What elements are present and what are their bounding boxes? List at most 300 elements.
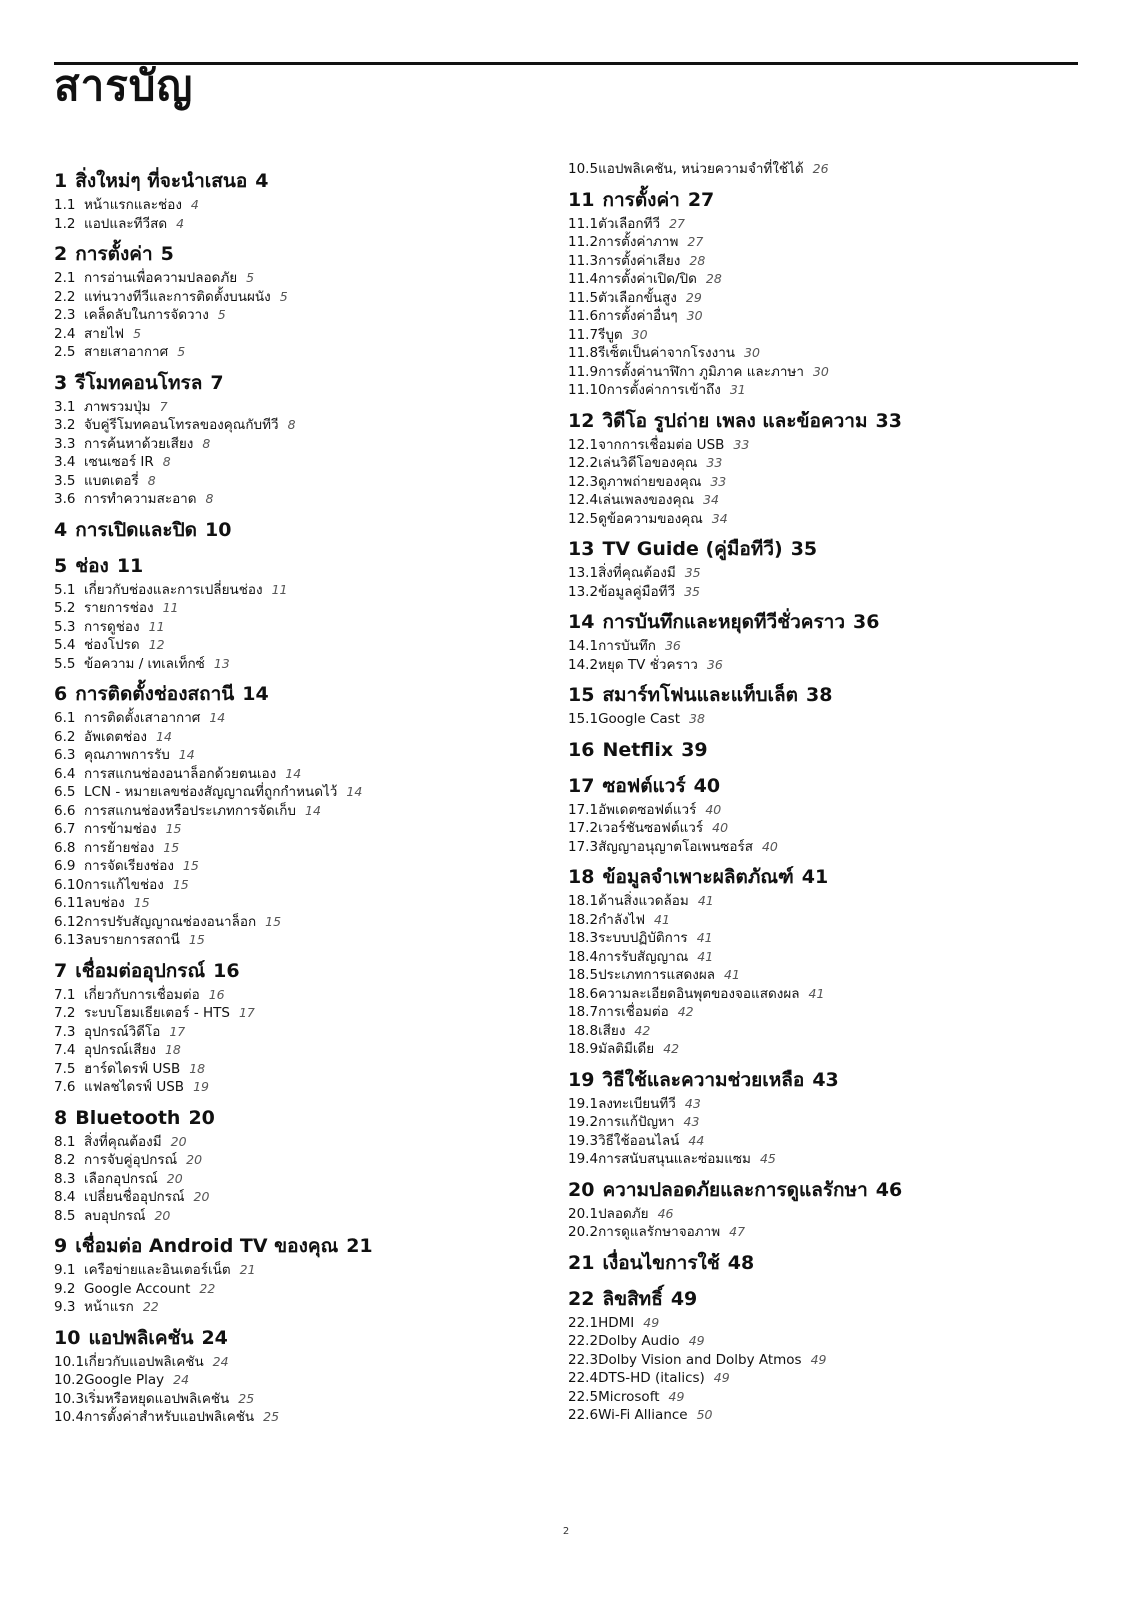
entry-title: ดูข้อความของคุณ — [598, 510, 703, 527]
entry-number: 22.6 — [568, 1407, 599, 1423]
toc-entry[interactable] — [568, 363, 1068, 382]
entry-number: 18.4 — [568, 948, 599, 965]
entry-page: 20 — [193, 1189, 210, 1204]
entry-title: เซนเซอร์ IR — [84, 454, 154, 470]
toc-entry[interactable] — [568, 160, 1068, 179]
entry-title: ฮาร์ดไดรฟ์ USB — [84, 1060, 181, 1077]
toc-entry[interactable] — [568, 838, 1068, 857]
toc-entry[interactable] — [568, 1388, 1068, 1407]
chapter-page: 4 — [255, 170, 269, 192]
entry-title: Google Play — [84, 1372, 165, 1388]
entry-page: 15 — [188, 932, 205, 947]
toc-entry[interactable] — [568, 911, 1068, 930]
entry-page: 30 — [631, 326, 648, 342]
toc-entry[interactable] — [54, 857, 554, 876]
toc-entry[interactable] — [54, 306, 554, 325]
entry-number: 11.1 — [568, 215, 599, 232]
toc-entry[interactable] — [568, 801, 1068, 820]
toc-entry[interactable] — [568, 1150, 1068, 1169]
entry-title: เสียง — [598, 1022, 626, 1039]
chapter-number: 6 — [54, 683, 68, 705]
toc-entry[interactable] — [54, 1023, 554, 1042]
toc-entry[interactable] — [54, 1170, 554, 1189]
entry-title: ประเภทการแสดงผล — [598, 967, 716, 983]
toc-entry[interactable] — [54, 1298, 554, 1317]
chapter-heading[interactable] — [568, 729, 1068, 765]
toc-entry[interactable] — [568, 270, 1068, 289]
toc-entry[interactable] — [54, 269, 554, 288]
toc-entry[interactable] — [54, 416, 554, 435]
toc-entry[interactable] — [54, 913, 554, 932]
toc-entry[interactable] — [54, 288, 554, 307]
entry-number: 12.1 — [568, 436, 599, 453]
toc-entry[interactable] — [568, 1223, 1068, 1242]
toc-entry[interactable] — [568, 710, 1068, 729]
toc-entry[interactable] — [54, 709, 554, 728]
entry-number: 14.2 — [568, 656, 599, 673]
entry-number: 1.2 — [54, 215, 76, 232]
toc-chapter — [568, 528, 1068, 601]
toc-entry[interactable] — [568, 1406, 1068, 1425]
toc-entry[interactable] — [54, 490, 554, 509]
entry-number: 6.2 — [54, 728, 76, 745]
entry-number: 20.2 — [568, 1224, 599, 1240]
toc-entry[interactable] — [54, 1151, 554, 1170]
entry-page: 30 — [686, 308, 703, 323]
chapter-heading[interactable] — [568, 674, 1068, 710]
toc-entry[interactable] — [54, 655, 554, 674]
toc-entry[interactable] — [568, 491, 1068, 510]
entry-page: 7 — [159, 398, 168, 414]
entry-number: 15.1 — [568, 711, 599, 727]
entry-title: การตั้งค่านาฬิกา ภูมิภาค และภาษา — [598, 363, 804, 380]
toc-entry[interactable] — [54, 986, 554, 1005]
chapter-heading[interactable] — [568, 179, 1068, 215]
toc-entry[interactable] — [568, 1003, 1068, 1022]
toc-entry[interactable] — [54, 1261, 554, 1280]
toc-entry[interactable] — [568, 1205, 1068, 1224]
entry-number: 5.4 — [54, 637, 76, 653]
toc-entry[interactable] — [568, 966, 1068, 985]
toc-entry[interactable] — [568, 1369, 1068, 1388]
toc-entry[interactable] — [54, 599, 554, 618]
chapter-heading[interactable] — [568, 601, 1068, 637]
toc-entry[interactable] — [568, 564, 1068, 583]
entry-number: 8.1 — [54, 1133, 76, 1150]
toc-entry[interactable] — [54, 343, 554, 362]
chapter-number: 14 — [568, 611, 595, 633]
chapter-number: 3 — [54, 371, 68, 394]
toc-entry[interactable] — [568, 473, 1068, 492]
entry-page: 35 — [684, 565, 701, 580]
chapter-number: 7 — [54, 959, 68, 982]
entry-number: 12.3 — [568, 473, 599, 490]
entry-title: การดูช่อง — [84, 618, 140, 635]
toc-entry[interactable] — [54, 783, 554, 802]
entry-number: 7.4 — [54, 1042, 76, 1058]
chapter-heading[interactable] — [54, 1097, 554, 1133]
toc-entry[interactable] — [54, 1078, 554, 1097]
entry-title: เล่นเพลงของคุณ — [598, 492, 695, 508]
entry-page: 28 — [689, 252, 706, 268]
toc-entry[interactable] — [54, 636, 554, 655]
entry-number: 3.3 — [54, 435, 76, 452]
toc-entry[interactable] — [568, 326, 1068, 345]
entry-number: 7.5 — [54, 1060, 76, 1077]
entry-page: 14 — [178, 747, 195, 762]
toc-entry[interactable] — [54, 581, 554, 600]
entry-page: 12 — [148, 637, 165, 652]
entry-title: รีบูต — [598, 326, 623, 343]
entry-title: เกี่ยวกับแอปพลิเคชัน — [84, 1353, 204, 1370]
toc-entry[interactable] — [54, 398, 554, 417]
toc-entry[interactable] — [568, 344, 1068, 363]
toc-chapter — [54, 160, 554, 233]
toc-entry[interactable] — [54, 931, 554, 950]
entry-page: 15 — [133, 895, 150, 910]
chapter-heading[interactable] — [54, 950, 554, 986]
entry-page: 49 — [810, 1351, 827, 1367]
toc-entry[interactable] — [568, 1132, 1068, 1151]
entry-title: ลบช่อง — [84, 895, 125, 911]
entry-page: 38 — [689, 711, 705, 726]
toc-entry[interactable] — [54, 1060, 554, 1079]
entry-page: 20 — [154, 1207, 171, 1223]
entry-number: 2.4 — [54, 325, 76, 342]
entry-page: 47 — [729, 1224, 746, 1239]
entry-page: 36 — [664, 638, 681, 653]
entry-title: ระบบปฏิบัติการ — [598, 930, 688, 946]
entry-title: Google Account — [84, 1280, 191, 1297]
chapter-title: การตั้งค่า — [75, 243, 153, 265]
entry-title: ด้านสิ่งแวดล้อม — [598, 893, 689, 909]
toc-entry[interactable] — [568, 1314, 1068, 1333]
toc-entry[interactable] — [54, 1041, 554, 1060]
entry-number: 5.1 — [54, 581, 76, 598]
toc-chapter — [54, 1317, 554, 1427]
toc-entry[interactable] — [54, 839, 554, 858]
chapter-heading[interactable] — [568, 1169, 1068, 1205]
entry-page: 49 — [713, 1370, 730, 1385]
chapter-heading[interactable] — [54, 509, 554, 545]
chapter-heading[interactable] — [54, 1225, 554, 1261]
toc-chapter — [568, 1059, 1068, 1169]
toc-entry[interactable] — [568, 985, 1068, 1004]
entry-number: 8.3 — [54, 1170, 76, 1187]
toc-chapter — [54, 673, 554, 950]
entry-title: ระบบโฮมเธียเตอร์ - HTS — [84, 1005, 230, 1021]
entry-title: การทำความสะอาด — [84, 491, 197, 507]
toc-entry[interactable] — [568, 583, 1068, 602]
toc-entry[interactable] — [568, 289, 1068, 308]
entry-title: DTS-HD (italics) — [598, 1370, 705, 1386]
toc-entry[interactable] — [54, 1207, 554, 1226]
entry-title: อัพเดตซอฟต์แวร์ — [598, 801, 697, 818]
chapter-heading[interactable] — [568, 856, 1068, 892]
entry-title: การบันทึก — [598, 638, 656, 654]
toc-entry[interactable] — [568, 436, 1068, 455]
chapter-number: 20 — [568, 1178, 595, 1201]
entry-number: 9.3 — [54, 1299, 76, 1315]
entry-page: 15 — [182, 858, 199, 873]
entry-title: แฟลชไดรฟ์ USB — [84, 1079, 185, 1095]
chapter-heading[interactable] — [54, 362, 554, 398]
toc-entry[interactable] — [568, 307, 1068, 326]
toc-entry[interactable] — [568, 252, 1068, 271]
chapter-number: 15 — [568, 684, 595, 706]
entry-number: 19.4 — [568, 1151, 599, 1167]
chapter-heading[interactable] — [568, 765, 1068, 801]
entry-number: 11.9 — [568, 363, 599, 380]
toc-entry[interactable] — [54, 1390, 554, 1409]
entry-number: 7.6 — [54, 1079, 76, 1095]
toc-chapter — [568, 674, 1068, 729]
chapter-number: 2 — [54, 243, 68, 265]
entry-title: เล่นวิดีโอของคุณ — [598, 455, 698, 471]
entry-number: 6.4 — [54, 765, 76, 782]
toc-entry[interactable] — [568, 1040, 1068, 1059]
toc-entry[interactable] — [568, 1095, 1068, 1114]
chapter-title: เชื่อมต่อ Android TV ของคุณ — [75, 1235, 339, 1257]
toc-entry[interactable] — [568, 892, 1068, 911]
entry-page: 16 — [208, 986, 225, 1002]
entry-title: มัลติมีเดีย — [598, 1041, 655, 1057]
entry-title: ภาพรวมปุ่ม — [84, 398, 151, 415]
entry-page: 34 — [711, 510, 728, 526]
entry-number: 14.1 — [568, 638, 599, 654]
toc-entry[interactable] — [568, 233, 1068, 252]
chapter-page: 11 — [116, 554, 144, 577]
toc-entry[interactable] — [54, 1280, 554, 1299]
entry-page: 15 — [172, 876, 189, 892]
entry-title: ข้อความ / เทเลเท็กซ์ — [84, 655, 205, 672]
chapter-heading[interactable] — [568, 1242, 1068, 1278]
entry-number: 11.6 — [568, 308, 599, 324]
entry-page: 49 — [688, 1333, 705, 1348]
entry-number: 6.3 — [54, 747, 76, 763]
chapter-heading[interactable] — [568, 1278, 1068, 1314]
entry-title: กำลังไฟ — [598, 911, 646, 928]
entry-page: 33 — [733, 436, 750, 452]
entry-page: 5 — [279, 288, 288, 304]
entry-title: เวอร์ชันซอฟต์แวร์ — [598, 820, 704, 836]
entry-title: การตั้งค่าการเข้าถึง — [606, 382, 721, 398]
chapter-heading[interactable] — [54, 673, 554, 709]
chapter-number: 19 — [568, 1068, 595, 1091]
entry-page: 25 — [238, 1390, 255, 1406]
toc-entry[interactable] — [568, 510, 1068, 529]
entry-page: 46 — [657, 1205, 674, 1221]
entry-page: 49 — [668, 1388, 685, 1404]
chapter-heading[interactable] — [568, 400, 1068, 436]
entry-number: 6.10 — [54, 876, 85, 893]
chapter-heading[interactable] — [54, 545, 554, 581]
chapter-title: ช่อง — [75, 554, 109, 577]
toc-entry[interactable] — [54, 1188, 554, 1207]
toc-entry[interactable] — [568, 1332, 1068, 1351]
entry-title: ตัวเลือกทีวี — [598, 215, 661, 232]
entry-number: 5.3 — [54, 618, 76, 635]
entry-page: 41 — [697, 948, 714, 964]
entry-page: 13 — [213, 655, 230, 671]
toc-entry[interactable] — [54, 876, 554, 895]
chapter-number: 16 — [568, 738, 595, 761]
entry-page: 17 — [169, 1023, 186, 1039]
entry-number: 18.7 — [568, 1004, 599, 1020]
toc-entry[interactable] — [54, 1004, 554, 1023]
toc-entry[interactable] — [54, 472, 554, 491]
toc-entry[interactable] — [54, 820, 554, 839]
entry-title: การตั้งค่าเสียง — [598, 252, 681, 269]
entry-title: แอปพลิเคชัน, หน่วยความจำที่ใช้ได้ — [598, 161, 804, 177]
toc-entry[interactable] — [568, 1022, 1068, 1041]
toc-chapter — [568, 729, 1068, 765]
toc-entry[interactable] — [54, 728, 554, 747]
toc-chapter — [54, 950, 554, 1097]
entry-page: 5 — [217, 307, 226, 322]
entry-title: จากการเชื่อมต่อ USB — [598, 436, 725, 453]
chapter-page: 41 — [801, 866, 829, 888]
entry-number: 2.5 — [54, 344, 76, 360]
toc-entry[interactable] — [54, 325, 554, 344]
toc-entry[interactable] — [54, 453, 554, 472]
toc-entry[interactable] — [54, 1133, 554, 1152]
entry-number: 3.6 — [54, 491, 76, 507]
entry-page: 41 — [654, 911, 670, 927]
toc-entry[interactable] — [54, 618, 554, 637]
toc-entry[interactable] — [54, 215, 554, 234]
toc-chapter — [54, 233, 554, 362]
toc-entry[interactable] — [568, 656, 1068, 675]
toc-chapter — [568, 765, 1068, 857]
entry-title: แบตเตอรี่ — [84, 472, 139, 489]
toc-entry[interactable] — [54, 196, 554, 215]
entry-number: 18.2 — [568, 911, 599, 928]
chapter-title: รีโมทคอนโทรล — [75, 371, 203, 394]
entry-page: 11 — [148, 618, 165, 634]
entry-page: 11 — [271, 581, 288, 597]
chapter-page: 46 — [875, 1178, 903, 1201]
entry-number: 3.5 — [54, 472, 76, 489]
chapter-title: Netflix — [602, 738, 674, 761]
chapter-page: 14 — [242, 683, 269, 705]
entry-number: 18.8 — [568, 1022, 599, 1039]
entry-number: 6.7 — [54, 821, 76, 837]
chapter-title: Bluetooth — [75, 1106, 181, 1129]
entry-page: 18 — [164, 1042, 181, 1057]
entry-page: 4 — [176, 215, 185, 231]
chapter-heading[interactable] — [54, 233, 554, 269]
page-number: 2 — [562, 1526, 570, 1537]
entry-page: 5 — [246, 270, 255, 285]
chapter-heading[interactable] — [54, 1317, 554, 1353]
toc-entry[interactable] — [568, 637, 1068, 656]
toc-entry[interactable] — [568, 454, 1068, 473]
entry-title: เลือกอุปกรณ์ — [84, 1170, 158, 1187]
toc-chapter — [54, 1225, 554, 1317]
toc-entry[interactable] — [54, 1371, 554, 1390]
toc-column-left — [54, 160, 554, 1427]
toc-entry[interactable] — [54, 894, 554, 913]
toc-chapter — [54, 1097, 554, 1226]
entry-number: 19.1 — [568, 1095, 599, 1112]
entry-page: 24 — [212, 1353, 229, 1369]
entry-title: อัพเดตช่อง — [84, 728, 148, 745]
toc-entry[interactable] — [568, 1113, 1068, 1132]
chapter-number: 4 — [54, 518, 68, 541]
entry-title: การติดตั้งเสาอากาศ — [84, 710, 201, 726]
toc-entry[interactable] — [54, 1408, 554, 1427]
chapter-title: การเปิดและปิด — [75, 518, 197, 541]
toc-entry[interactable] — [54, 746, 554, 765]
entry-title: การสแกนช่องอนาล็อกด้วยตนเอง — [84, 765, 277, 782]
chapter-page: 16 — [213, 959, 240, 982]
toc-entry[interactable] — [568, 819, 1068, 838]
entry-page: 33 — [710, 473, 727, 489]
toc-entry[interactable] — [54, 1353, 554, 1372]
entry-number: 10.5 — [568, 161, 599, 177]
entry-page: 43 — [684, 1095, 701, 1111]
chapter-title: TV Guide (คู่มือทีวี) — [602, 538, 783, 560]
chapter-page: 39 — [681, 738, 708, 761]
entry-number: 2.3 — [54, 307, 76, 323]
chapter-page: 5 — [160, 243, 174, 265]
page-title: สารบัญ — [54, 61, 194, 110]
entry-page: 22 — [142, 1299, 159, 1314]
entry-title: อุปกรณ์วิดีโอ — [84, 1023, 161, 1040]
entry-number: 18.6 — [568, 985, 599, 1002]
chapter-number: 11 — [568, 188, 595, 211]
entry-title: Wi-Fi Alliance — [598, 1407, 688, 1423]
toc-entry[interactable] — [54, 435, 554, 454]
toc-entry[interactable] — [54, 765, 554, 784]
entry-number: 3.1 — [54, 398, 76, 415]
entry-title: การแก้ปัญหา — [598, 1114, 675, 1130]
entry-title: Dolby Vision and Dolby Atmos — [598, 1351, 802, 1368]
toc-entry[interactable] — [568, 948, 1068, 967]
entry-page: 19 — [193, 1079, 209, 1094]
entry-page: 14 — [346, 784, 363, 799]
chapter-heading[interactable] — [54, 160, 554, 196]
entry-page: 14 — [209, 710, 226, 725]
entry-title: การดูแลรักษาจอภาพ — [598, 1224, 721, 1240]
entry-page: 17 — [238, 1005, 255, 1020]
chapter-title: การตั้งค่า — [602, 188, 680, 211]
entry-page: 43 — [683, 1114, 700, 1129]
entry-title: สิ่งที่คุณต้องมี — [84, 1133, 162, 1150]
entry-page: 41 — [808, 985, 825, 1001]
toc-entry[interactable] — [568, 381, 1068, 400]
toc-entry[interactable] — [568, 929, 1068, 948]
chapter-heading[interactable] — [568, 528, 1068, 564]
entry-title: แอปและทีวีสด — [84, 215, 168, 232]
toc-entry[interactable] — [568, 1351, 1068, 1370]
toc-entry[interactable] — [568, 215, 1068, 234]
chapter-title: การติดตั้งช่องสถานี — [75, 683, 235, 705]
chapter-heading[interactable] — [568, 1059, 1068, 1095]
entry-page: 50 — [696, 1407, 713, 1422]
entry-page: 29 — [685, 289, 702, 305]
entry-page: 49 — [643, 1314, 660, 1330]
entry-page: 15 — [165, 821, 182, 836]
entry-title: รายการช่อง — [84, 600, 154, 616]
entry-page: 31 — [729, 382, 746, 397]
chapter-title: ข้อมูลจำเพาะผลิตภัณฑ์ — [602, 866, 794, 888]
entry-title: ลบอุปกรณ์ — [84, 1207, 146, 1224]
toc-entry[interactable] — [54, 802, 554, 821]
toc-chapter — [54, 362, 554, 509]
entry-page: 22 — [199, 1280, 216, 1296]
